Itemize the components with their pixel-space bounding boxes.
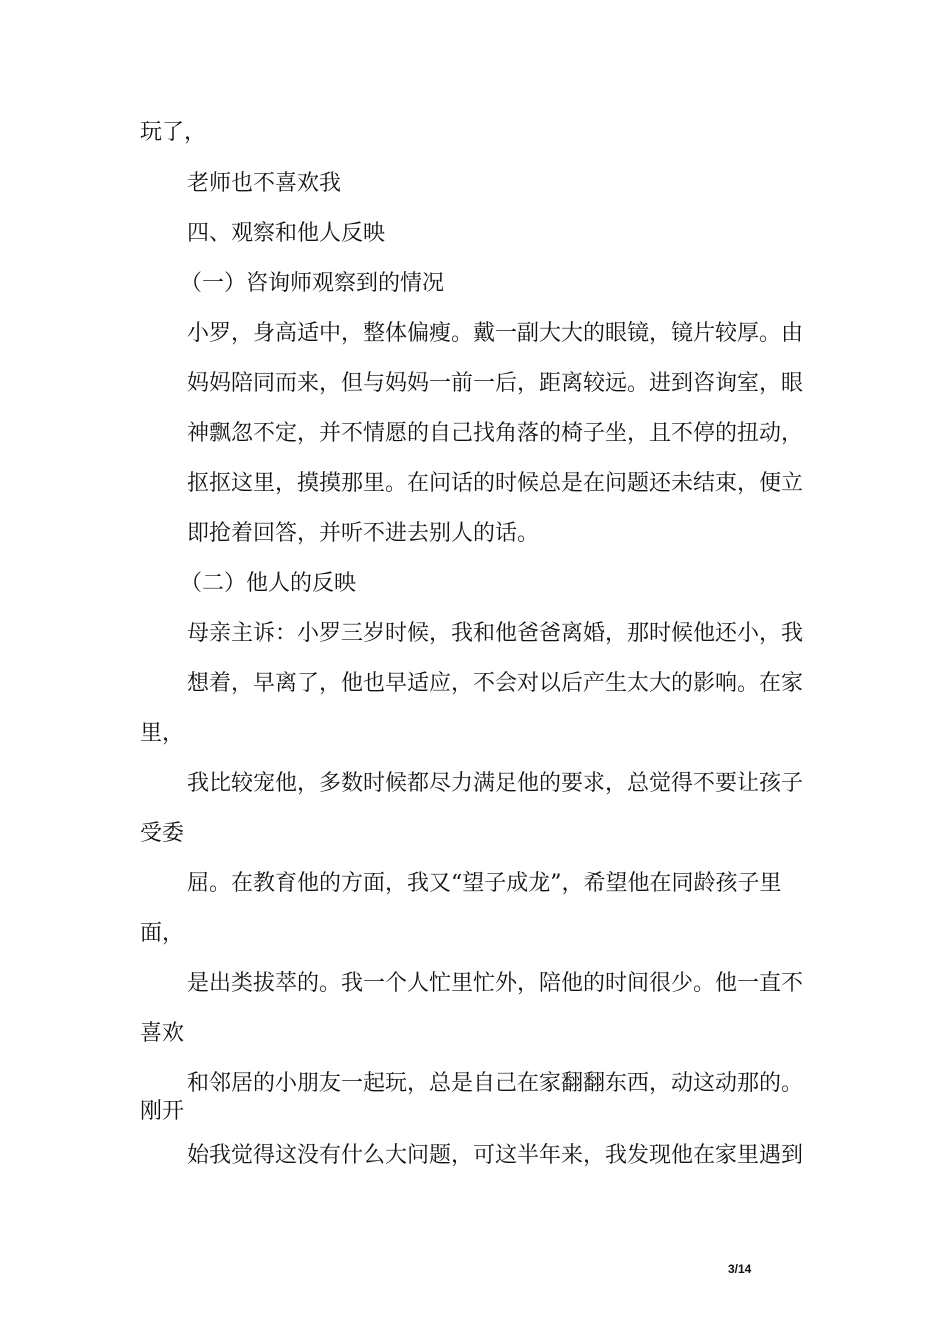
text-line: 小罗，身高适中，整体偏瘦。戴一副大大的眼镜，镜片较厚。由 [187,321,804,346]
text-line: 面， [140,921,185,946]
text-line: 我比较宠他，多数时候都尽力满足他的要求，总觉得不要让孩子 [187,771,804,796]
text-line: 母亲主诉：小罗三岁时候，我和他爸爸离婚，那时候他还小，我 [187,621,804,646]
text-line: 刚开 [140,1099,185,1124]
text-line: 老师也不喜欢我 [187,171,342,196]
text-line: 受委 [140,821,185,846]
section-heading: 四、观察和他人反映 [187,221,386,246]
text-line: 始我觉得这没有什么大问题，可这半年来，我发现他在家里遇到 [187,1143,804,1168]
text-line: 里， [140,721,185,746]
subsection-heading: （一）咨询师观察到的情况 [180,271,445,296]
text-line: 喜欢 [140,1021,185,1046]
text-line: 神飘忽不定，并不情愿的自己找角落的椅子坐，且不停的扭动， [187,421,804,446]
text-line: 是出类拔萃的。我一个人忙里忙外，陪他的时间很少。他一直不 [187,971,804,996]
text-line: 屈。在教育他的方面，我又“望子成龙”，希望他在同龄孩子里 [187,871,782,896]
text-line: 即抢着回答，并听不进去别人的话。 [187,521,540,546]
text-line: 抠抠这里，摸摸那里。在问话的时候总是在问题还未结束，便立 [187,471,804,496]
text-line: 和邻居的小朋友一起玩，总是自己在家翻翻东西，动这动那的。 [187,1071,804,1096]
text-line: 想着，早离了，他也早适应，不会对以后产生太大的影响。在家 [187,671,804,696]
text-line: 妈妈陪同而来，但与妈妈一前一后，距离较远。进到咨询室，眼 [187,371,804,396]
text-line: 玩了， [140,120,207,145]
subsection-heading: （二）他人的反映 [180,571,357,596]
page-number: 3/14 [728,1262,752,1276]
